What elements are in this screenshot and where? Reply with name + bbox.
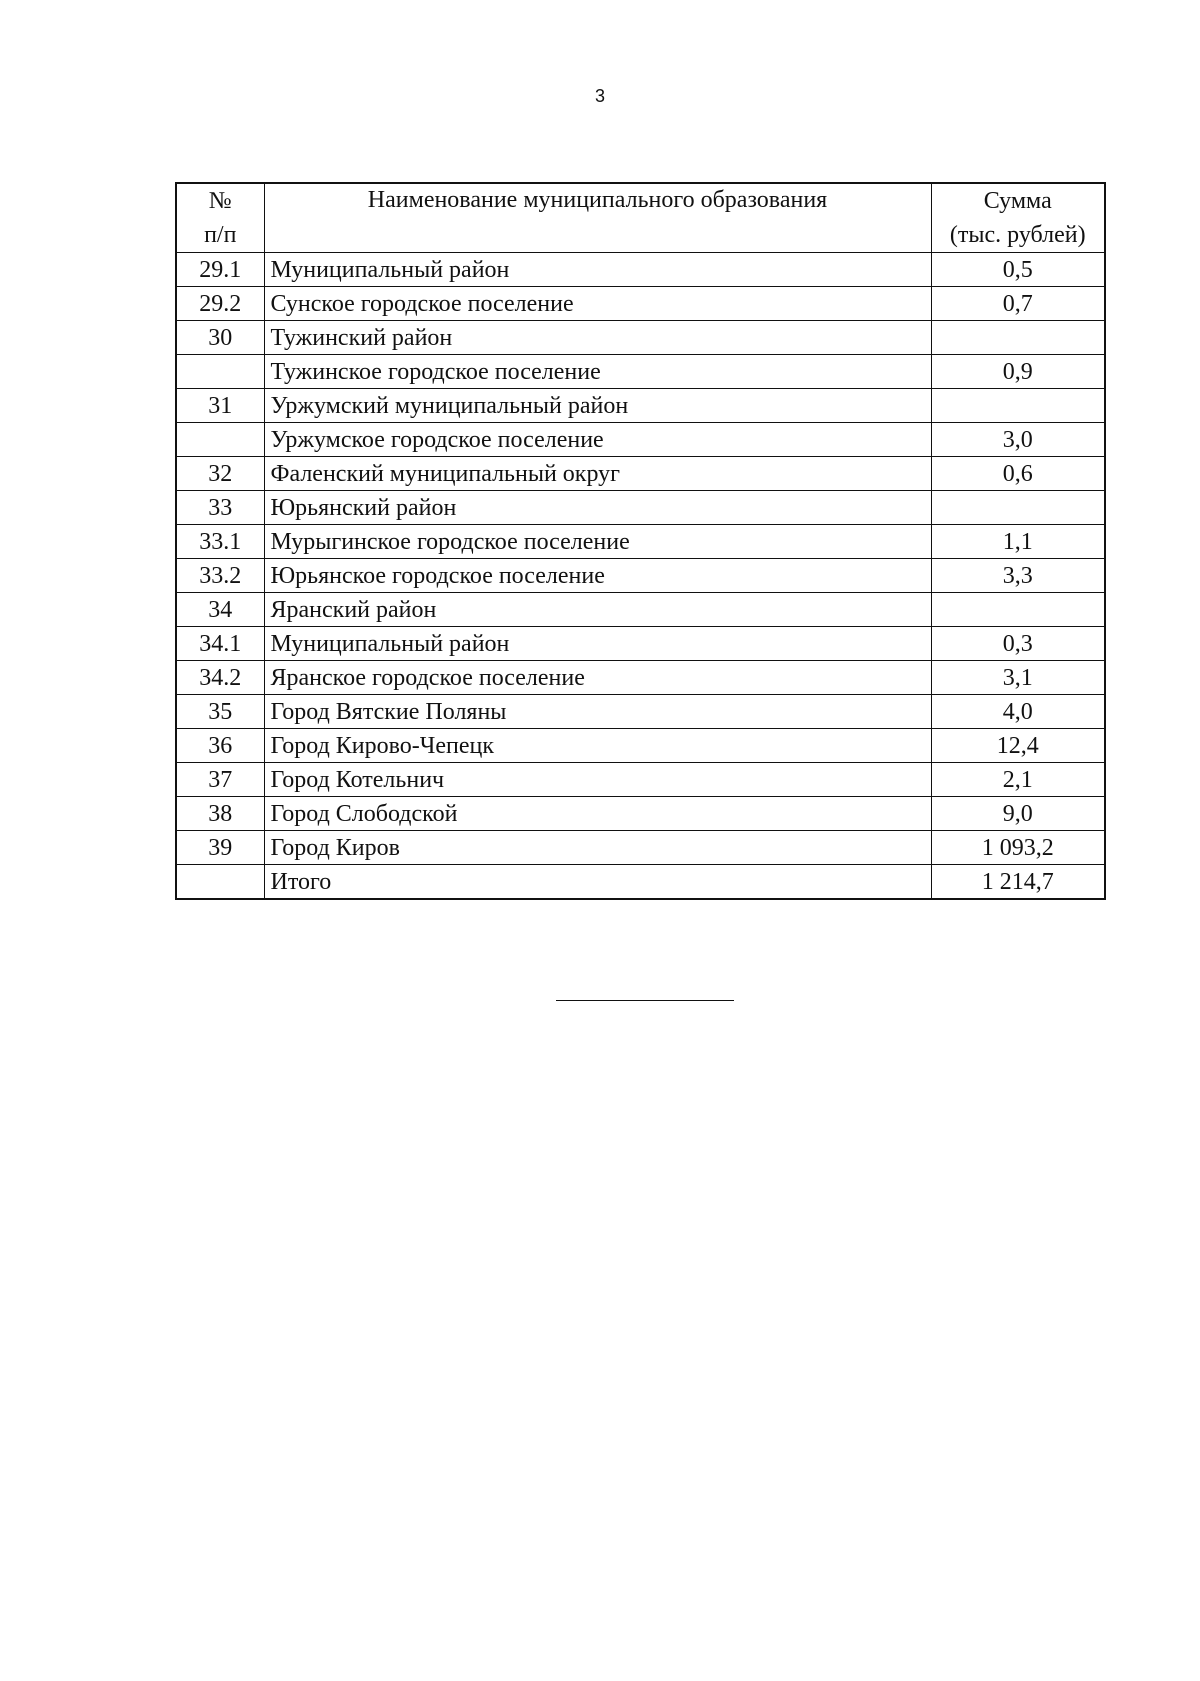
header-sum-line2: (тыс. рублей) — [931, 218, 1105, 253]
municipality-name-cell: Сунское городское поселение — [264, 287, 931, 321]
row-number-cell: 34.1 — [176, 627, 264, 661]
amount-cell — [931, 321, 1105, 355]
amount-cell: 1 093,2 — [931, 831, 1105, 865]
table-row — [176, 695, 1105, 729]
municipality-name-cell: Уржумский муниципальный район — [264, 389, 931, 423]
row-number-cell: 31 — [176, 389, 264, 423]
row-number-cell: 29.1 — [176, 253, 264, 287]
table-row — [176, 287, 1105, 321]
municipality-name-cell: Юрьянский район — [264, 491, 931, 525]
header-row-1 — [176, 183, 1105, 218]
row-number-cell: 33.1 — [176, 525, 264, 559]
municipality-name-cell: Город Вятские Поляны — [264, 695, 931, 729]
table-row — [176, 457, 1105, 491]
municipality-name-cell: Муниципальный район — [264, 627, 931, 661]
amount-cell: 9,0 — [931, 797, 1105, 831]
municipality-name-cell: Тужинское городское поселение — [264, 355, 931, 389]
row-number-cell: 33 — [176, 491, 264, 525]
table-row — [176, 627, 1105, 661]
table-row — [176, 593, 1105, 627]
row-number-cell — [176, 865, 264, 900]
table-row — [176, 763, 1105, 797]
municipality-name-cell: Город Киров — [264, 831, 931, 865]
row-number-cell: 33.2 — [176, 559, 264, 593]
header-num-line2: п/п — [176, 218, 264, 253]
closing-rule — [556, 1000, 734, 1001]
header-name: Наименование муниципального образования — [264, 183, 931, 253]
amount-cell: 4,0 — [931, 695, 1105, 729]
amount-cell: 3,3 — [931, 559, 1105, 593]
table-row — [176, 321, 1105, 355]
table-row — [176, 559, 1105, 593]
row-number-cell: 34 — [176, 593, 264, 627]
municipality-name-cell: Город Котельнич — [264, 763, 931, 797]
amount-cell: 0,9 — [931, 355, 1105, 389]
amount-cell — [931, 491, 1105, 525]
municipality-name-cell: Фаленский муниципальный округ — [264, 457, 931, 491]
amount-cell: 0,7 — [931, 287, 1105, 321]
header-num-line1: № — [176, 183, 264, 218]
amount-cell: 0,6 — [931, 457, 1105, 491]
amount-cell: 1 214,7 — [931, 865, 1105, 900]
table-body — [176, 253, 1105, 900]
amount-cell: 1,1 — [931, 525, 1105, 559]
municipality-name-cell: Муниципальный район — [264, 253, 931, 287]
row-number-cell: 29.2 — [176, 287, 264, 321]
municipality-name-cell: Юрьянское городское поселение — [264, 559, 931, 593]
page-number: 3 — [594, 86, 605, 106]
amount-cell — [931, 593, 1105, 627]
amount-cell: 12,4 — [931, 729, 1105, 763]
municipality-name-cell: Город Кирово-Чепецк — [264, 729, 931, 763]
row-number-cell — [176, 423, 264, 457]
municipality-name-cell: Яранский район — [264, 593, 931, 627]
row-number-cell: 38 — [176, 797, 264, 831]
municipality-name-cell: Мурыгинское городское поселение — [264, 525, 931, 559]
amount-cell — [931, 389, 1105, 423]
table-row — [176, 423, 1105, 457]
table-row — [176, 661, 1105, 695]
row-number-cell: 36 — [176, 729, 264, 763]
municipality-name-cell: Уржумское городское поселение — [264, 423, 931, 457]
row-number-cell: 32 — [176, 457, 264, 491]
municipality-name-cell: Итого — [264, 865, 931, 900]
table-row — [176, 865, 1105, 900]
row-number-cell: 39 — [176, 831, 264, 865]
municipality-name-cell: Город Слободской — [264, 797, 931, 831]
table-row — [176, 525, 1105, 559]
table-row — [176, 253, 1105, 287]
municipality-name-cell: Тужинский район — [264, 321, 931, 355]
municipality-name-cell: Яранское городское поселение — [264, 661, 931, 695]
header-sum-line1: Сумма — [931, 183, 1105, 218]
table-row — [176, 389, 1105, 423]
table-row — [176, 797, 1105, 831]
table-row — [176, 355, 1105, 389]
amount-cell: 3,1 — [931, 661, 1105, 695]
amount-cell: 0,3 — [931, 627, 1105, 661]
row-number-cell — [176, 355, 264, 389]
table-row — [176, 729, 1105, 763]
table-row — [176, 831, 1105, 865]
row-number-cell: 37 — [176, 763, 264, 797]
row-number-cell: 35 — [176, 695, 264, 729]
row-number-cell: 34.2 — [176, 661, 264, 695]
amount-cell: 0,5 — [931, 253, 1105, 287]
table-row — [176, 491, 1105, 525]
amount-cell: 2,1 — [931, 763, 1105, 797]
row-number-cell: 30 — [176, 321, 264, 355]
amount-cell: 3,0 — [931, 423, 1105, 457]
allocation-table — [175, 182, 1106, 900]
